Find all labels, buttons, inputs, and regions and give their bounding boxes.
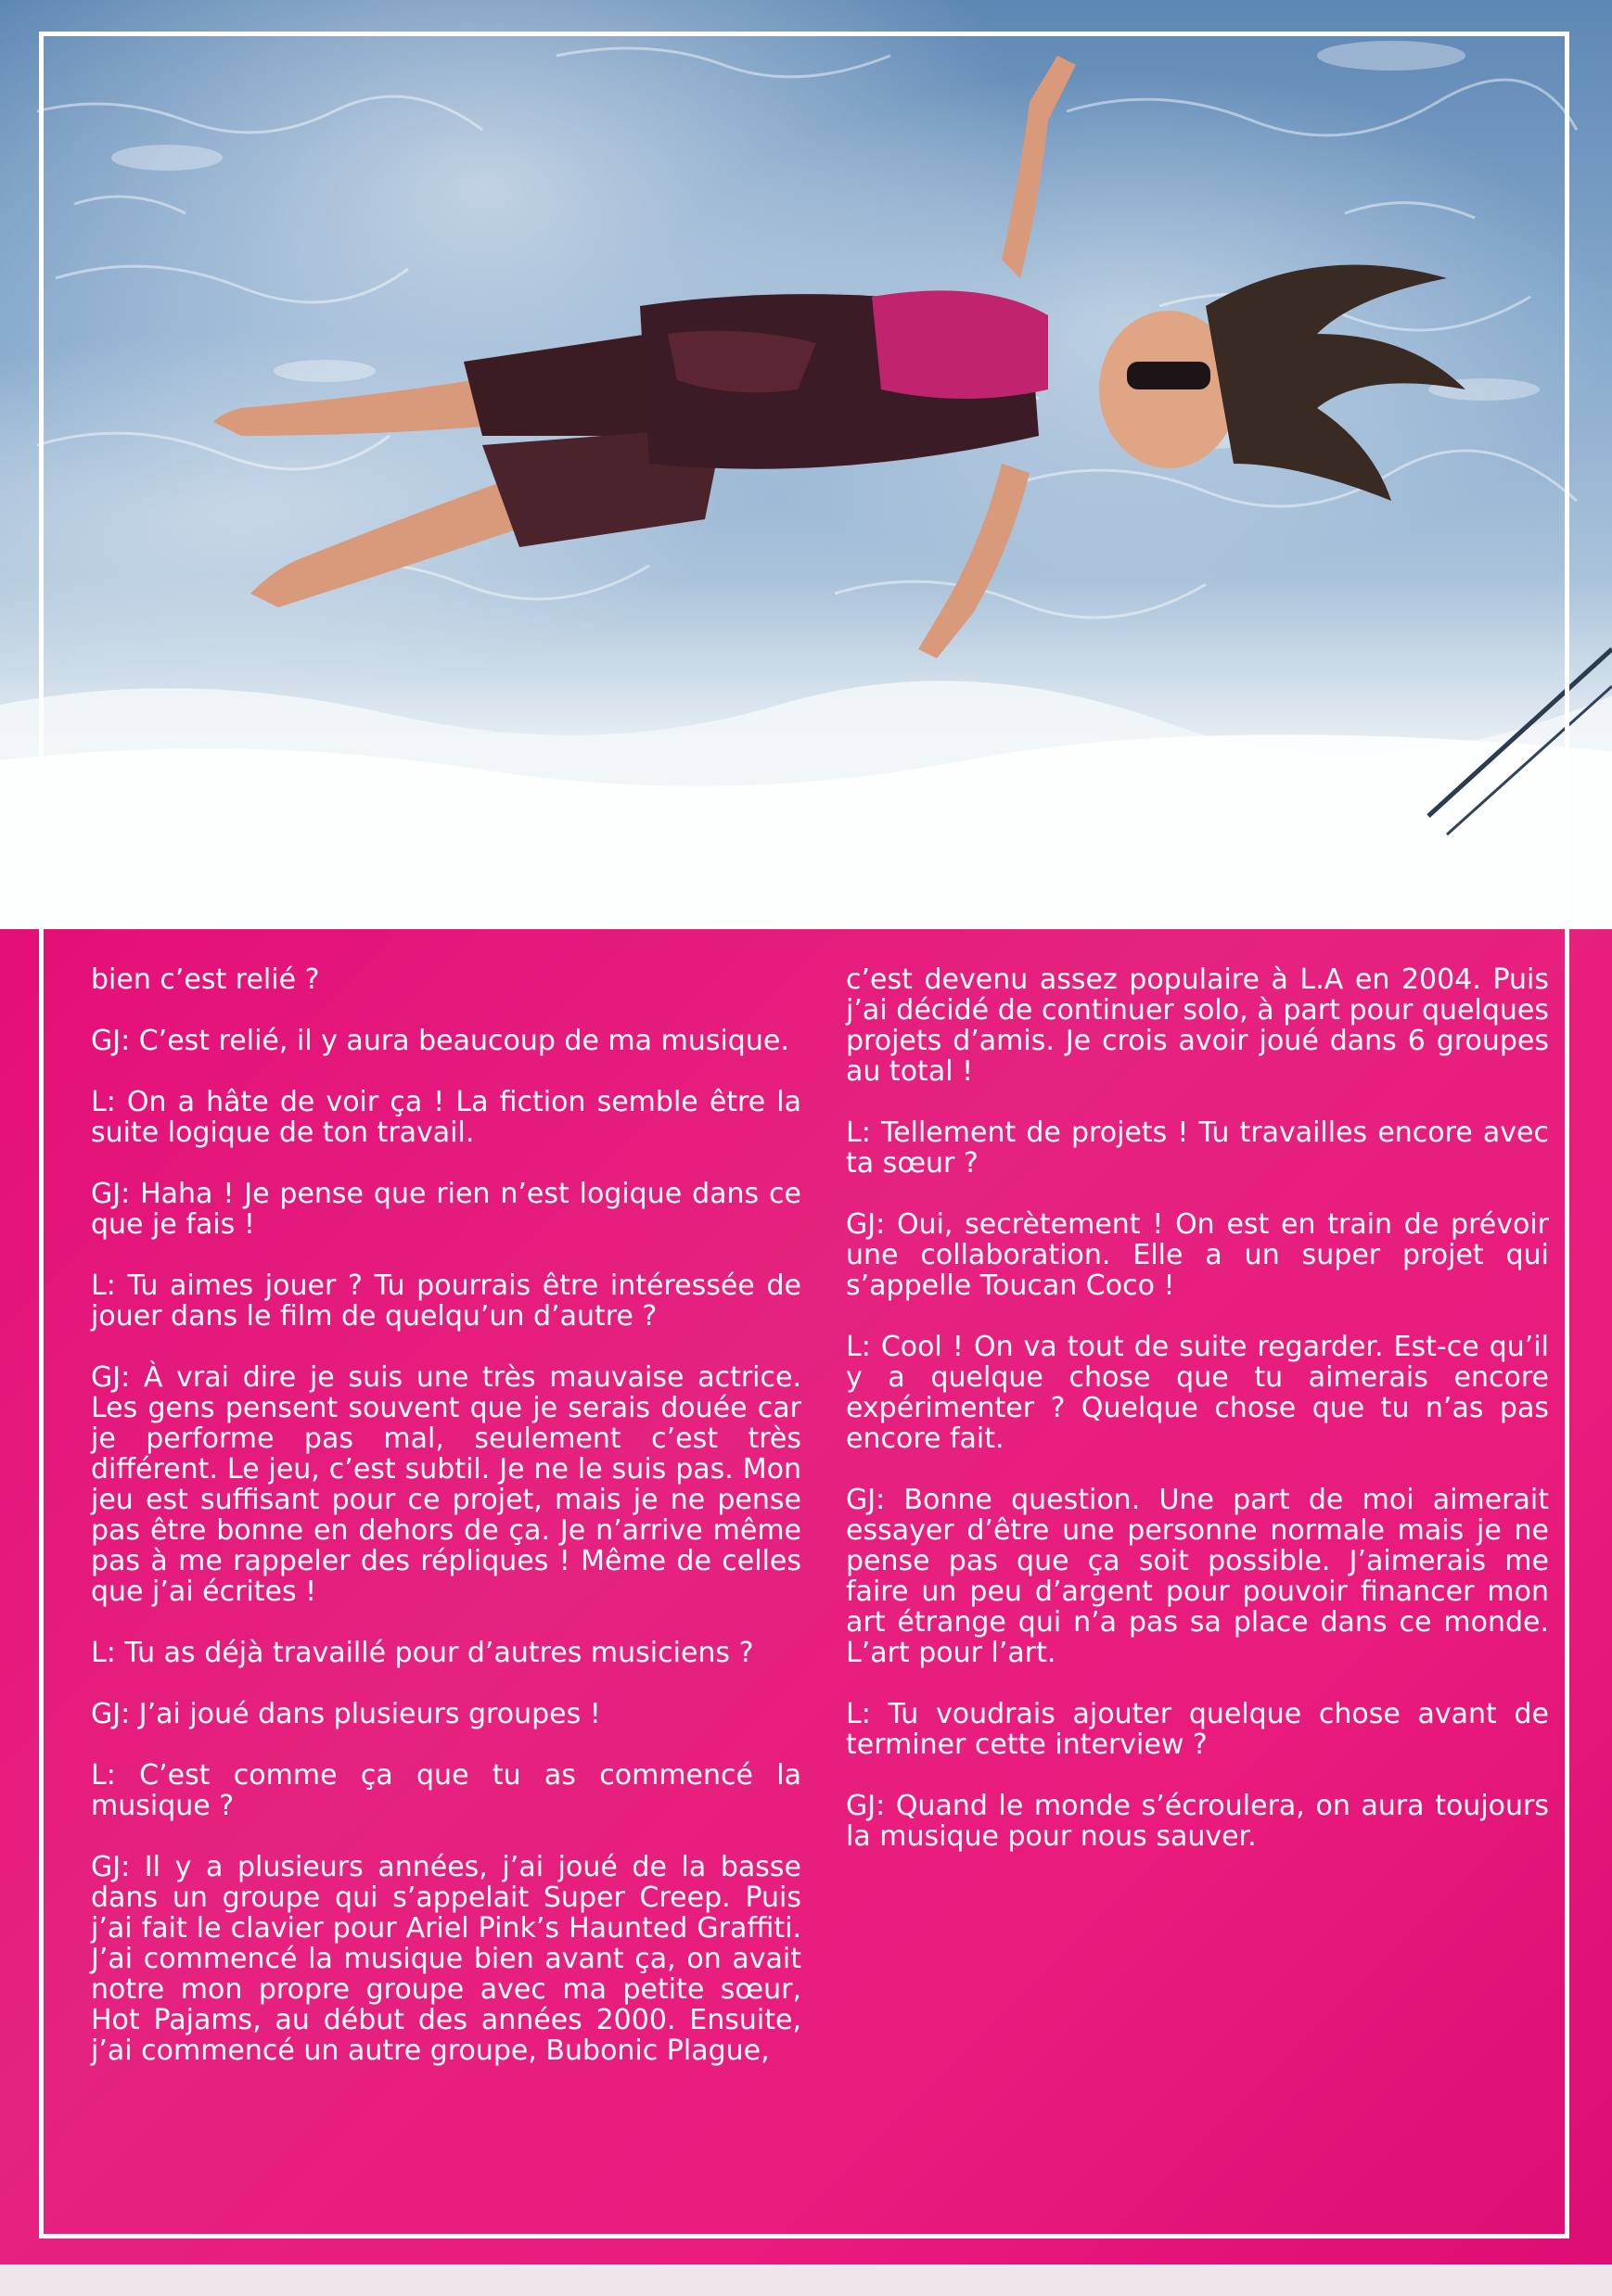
paragraph: GJ: Haha ! Je pense que rien n’est logique dans ce que je fais ! xyxy=(91,1178,801,1241)
paragraph: L: Cool ! On va tout de suite regarder. Est-ce qu’il y a quelque chose que tu aimerais encore expérimenter ? Quelque chose que tu n’as pas encore fait. xyxy=(846,1331,1549,1455)
paragraph: bien c’est relié ? xyxy=(91,963,320,996)
paragraph: L: Tellement de projets ! Tu travailles encore avec ta sœur ? xyxy=(846,1116,1549,1180)
paragraph: GJ: Quand le monde s’écroulera, on aura toujours la musique pour nous sauver. xyxy=(846,1790,1549,1853)
paragraph: GJ: Oui, secrètement ! On est en train de prévoir une collaboration. Elle a un super projet qui s’appelle Toucan Coco ! xyxy=(846,1208,1549,1302)
photo-floating-girl-in-pool xyxy=(0,0,1612,929)
paragraph: c’est devenu assez populaire à L.A en 2004. Puis j’ai décidé de continuer solo, à part pour quelques projets d’amis. Je crois avoir joué dans 6 groupes au total ! xyxy=(846,963,1549,1088)
article-column-left xyxy=(91,964,801,2066)
article-column-right xyxy=(846,964,1549,1852)
paragraph: L: On a hâte de voir ça ! La fiction semble être la suite logique de ton travail. xyxy=(91,1086,801,1149)
photo-illustration xyxy=(0,0,1612,929)
paragraph: L: Tu aimes jouer ? Tu pourrais être intéressée de jouer dans le film de quelqu’un d’autre ? xyxy=(91,1269,801,1333)
floating-figure xyxy=(213,56,1465,658)
paragraph: GJ: Bonne question. Une part de moi aimerait essayer d’être une personne normale mais je ne pense pas que ça soit possible. J’aimerais me faire un peu d’argent pour pouvoir financer mon art étrange qui n’a pas sa place dans ce monde. L’art pour l’art. xyxy=(846,1484,1549,1669)
paragraph: GJ: J’ai joué dans plusieurs groupes ! xyxy=(91,1698,601,1730)
paragraph: GJ: À vrai dire je suis une très mauvaise actrice. Les gens pensent souvent que je serais douée car je performe pas mal, seulement c’est très différent. Le jeu, c’est subtil. Je ne le suis pas. Mon jeu est suffisant pour ce projet, mais je ne pense pas être bonne en dehors de ça. Je n’arrive même pas à me rappeler des répliques ! Même de celles que j’ai écrites ! xyxy=(91,1361,801,1608)
paragraph: GJ: Il y a plusieurs années, j’ai joué de la basse dans un groupe qui s’appelait Super Creep. Puis j’ai fait le clavier pour Ariel Pink’s Haunted Graffiti. J’ai commencé la musique bien avant ça, on avait notre mon propre groupe avec ma petite sœur, Hot Pajams, au début des années 2000. Ensuite, j’ai commencé un autre groupe, Bubonic Plague, xyxy=(91,1851,801,2067)
paragraph: GJ: C’est relié, il y aura beaucoup de ma musique. xyxy=(91,1025,789,1057)
paragraph: L: Tu voudrais ajouter quelque chose avant de terminer cette interview ? xyxy=(846,1698,1549,1761)
paragraph: L: Tu as déjà travaillé pour d’autres musiciens ? xyxy=(91,1637,754,1669)
paragraph: L: C’est comme ça que tu as commencé la musique ? xyxy=(91,1759,801,1822)
